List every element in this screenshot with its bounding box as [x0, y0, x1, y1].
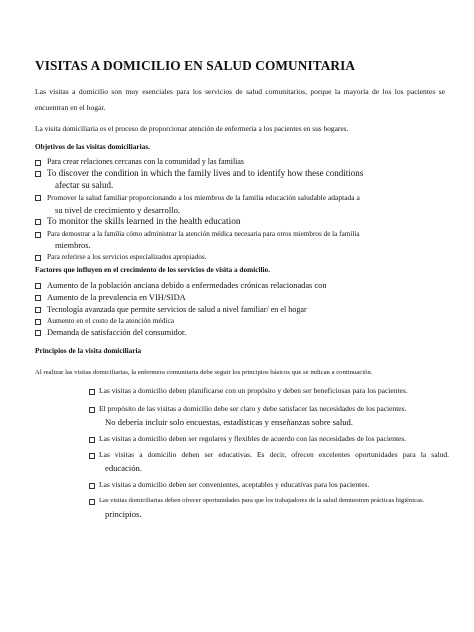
checkbox-bullet-icon — [35, 195, 41, 201]
checkbox-bullet-icon — [35, 232, 41, 238]
list-item — [35, 229, 445, 252]
list-item-text: Aumento en el costo de la atención médica — [47, 316, 175, 325]
section1-heading: Objetivos de las visitas domiciliarias. — [35, 142, 150, 151]
section3-paragraph: Al realizar las visitas domiciliarias, la enfermera comunitaria debe seguir los principios básicos que se indican a continuación. — [35, 369, 373, 376]
list-item-text: Las visitas a domicilio deben planificarse con un propósito y deben ser beneficiosas para los pacientes. — [99, 386, 408, 395]
list-item-text: Aumento de la población anciana debido a enfermedades crónicas relacionadas con — [47, 281, 327, 290]
list-item-continuation: No debería incluir solo encuestas, estadísticas y enseñanzas sobre salud. — [105, 417, 353, 427]
list-item-text: El propósito de las visitas a domicilio debe ser claro y debe satisfacer las necesidades de los pacientes. — [99, 404, 407, 413]
list-item-text: Las visitas a domicilio deben ser regulares y flexibles de acuerdo con las necesidades de los pacientes. — [99, 434, 407, 443]
checkbox-bullet-icon — [35, 330, 41, 336]
checkbox-bullet-icon — [35, 219, 41, 225]
list-item — [89, 434, 449, 450]
list-item-text: Para demostrar a la familia cómo administrar la atención médica necesaria para otros miembros de la familia — [47, 230, 360, 238]
list-item — [35, 304, 445, 316]
list-item — [89, 496, 449, 524]
list-item-text: Aumento de la prevalencia en VIH/SIDA — [47, 293, 186, 302]
list-item-continuation: educación. — [105, 463, 142, 473]
checkbox-bullet-icon — [89, 389, 95, 395]
list-item — [89, 450, 449, 480]
list-item — [35, 316, 445, 327]
section3-list — [89, 386, 449, 524]
list-item — [89, 386, 449, 404]
list-item — [35, 216, 445, 229]
list-item — [35, 252, 445, 263]
list-item-continuation: su nivel de crecimiento y desarrollo. — [55, 205, 181, 215]
list-item-text: Demanda de satisfacción del consumidor. — [47, 328, 187, 337]
section2-heading: Factores que influyen en el crecimiento de los servicios de visita a domicilio. — [35, 265, 271, 274]
checkbox-bullet-icon — [35, 295, 41, 301]
checkbox-bullet-icon — [35, 171, 41, 177]
section2-list — [35, 280, 445, 339]
list-item — [89, 404, 449, 434]
section1-list — [35, 157, 445, 263]
list-item-text: Tecnología avanzada que permite servicios de salud a nivel familiar/ en el hogar — [47, 305, 307, 314]
list-item — [35, 292, 445, 304]
list-item-text: Las visitas a domicilio deben ser educativas. Es decir, ofrecen excelentes oportunidades para la salud. — [99, 450, 449, 459]
list-item-text: Promover la salud familiar proporcionando a los miembros de la familia educación saludable adaptada a — [47, 193, 360, 202]
list-item — [89, 480, 449, 496]
list-item — [35, 192, 445, 216]
checkbox-bullet-icon — [35, 283, 41, 289]
list-item-continuation: miembros. — [55, 241, 91, 250]
list-item — [35, 168, 445, 192]
checkbox-bullet-icon — [89, 453, 95, 459]
list-item-text: To discover the condition in which the family lives and to identify how these conditions — [47, 168, 364, 178]
list-item-text: Las visitas domiciliarias deben ofrecer oportunidades para que los trabajadores de la salud demuestren prácticas higiénicas. — [99, 497, 425, 504]
checkbox-bullet-icon — [35, 307, 41, 313]
checkbox-bullet-icon — [35, 255, 41, 261]
checkbox-bullet-icon — [89, 483, 95, 489]
section3-heading: Principios de la visita domiciliaria — [35, 346, 142, 355]
checkbox-bullet-icon — [35, 160, 41, 166]
document-title: VISITAS A DOMICILIO EN SALUD COMUNITARIA — [35, 58, 356, 73]
checkbox-bullet-icon — [89, 437, 95, 443]
list-item-text: Para referirse a los servicios especializados apropiados. — [47, 253, 207, 261]
list-item-text: Las visitas a domicilio deben ser convenientes, aceptables y educativas para los pacientes. — [99, 480, 370, 489]
list-item — [35, 280, 445, 292]
definition-paragraph: La visita domiciliaria es el proceso de proporcionar atención de enfermería a los pacientes en sus hogares. — [35, 124, 349, 133]
intro-paragraph: Las visitas a domicilio son muy esenciales para los servicios de salud comunitarios, porque la mayoría de los los pacientes se encuentran en el hogar. — [35, 87, 445, 112]
list-item-continuation: principios. — [105, 509, 142, 519]
checkbox-bullet-icon — [89, 499, 95, 505]
list-item — [35, 327, 445, 339]
list-item-continuation: afectar su salud. — [55, 179, 114, 190]
checkbox-bullet-icon — [35, 319, 41, 325]
list-item-text: To monitor the skills learned in the health education — [47, 217, 241, 227]
list-item-text: Para crear relaciones cercanas con la comunidad y las familias — [47, 157, 244, 166]
checkbox-bullet-icon — [89, 407, 95, 413]
list-item — [35, 157, 445, 168]
